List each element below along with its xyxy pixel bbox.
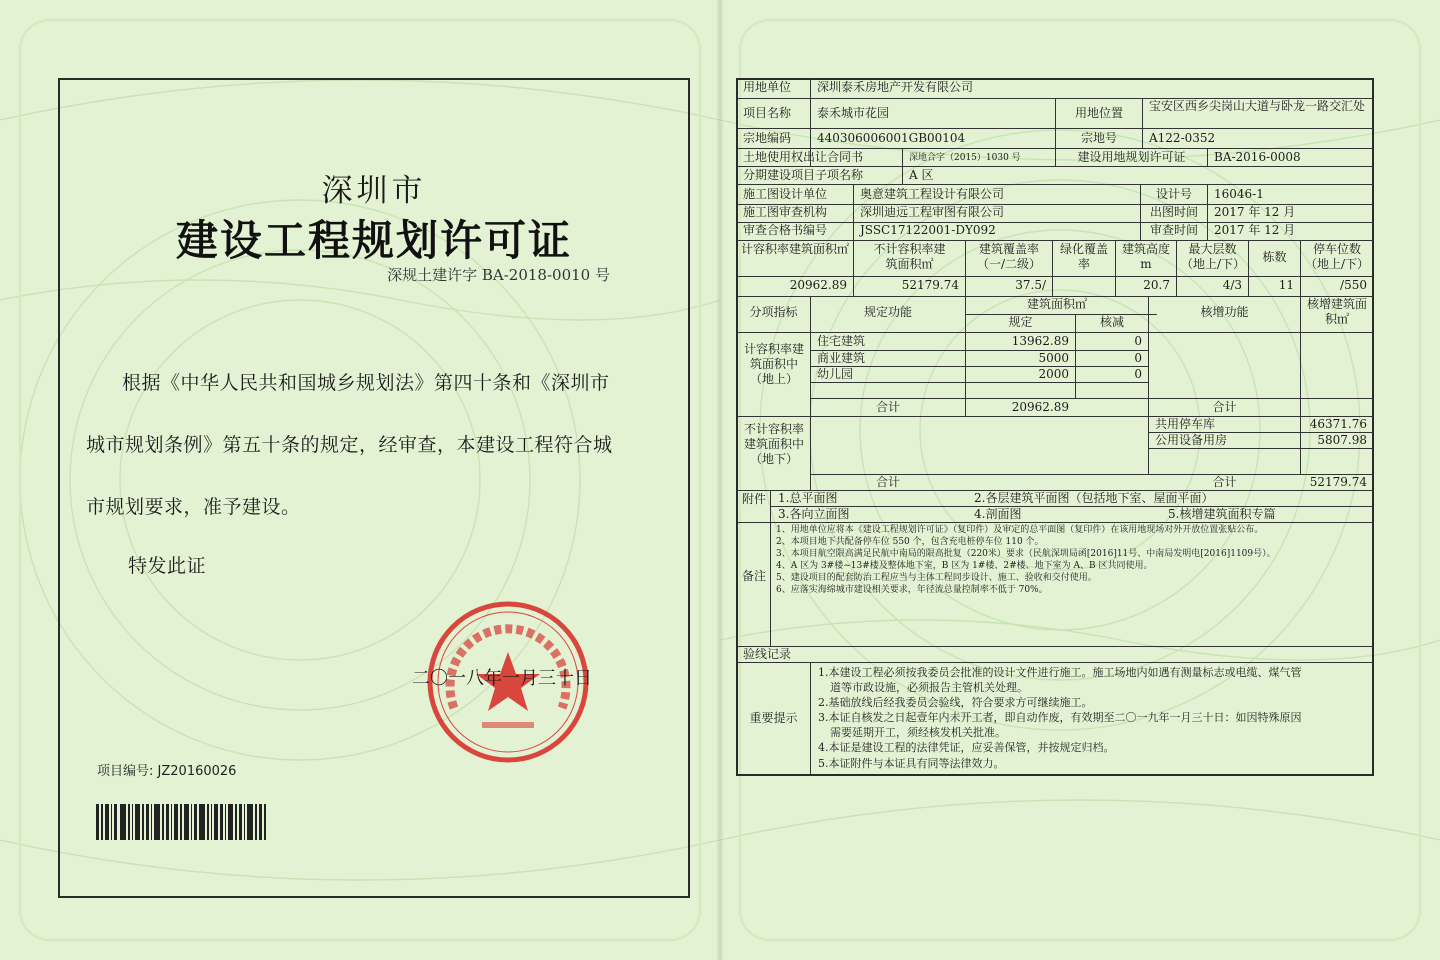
value-parcel-no: A122-0352 <box>1149 131 1216 145</box>
value-floors: 4/3 <box>1222 278 1242 292</box>
value-coverage: 37.5/ <box>1015 278 1046 292</box>
header-regulated: 规定 <box>1008 315 1033 329</box>
value-location: 宝安区西乡尖岗山大道与卧龙一路交汇处 <box>1149 99 1366 113</box>
nfar-row-1-function: 共用停车库 <box>1155 417 1216 431</box>
value-parking: /550 <box>1340 278 1367 292</box>
label-important-notice: 重要提示 <box>749 711 798 725</box>
label-attachments: 附件 <box>741 492 766 506</box>
label-land-unit: 用地单位 <box>743 80 792 94</box>
far-row-1-regulated: 13962.89 <box>1011 334 1069 348</box>
far-row-1-function: 住宅建筑 <box>817 334 866 348</box>
body-text-line-1: 根据《中华人民共和国城乡规划法》第四十条和《深圳市 <box>122 372 610 394</box>
table-rule <box>810 382 1148 383</box>
label-project-name: 项目名称 <box>743 106 792 120</box>
value-parcel-code: 440306006001GB00104 <box>817 131 966 145</box>
far-row-3-regulated: 2000 <box>1038 367 1069 381</box>
value-design-no: 16046-1 <box>1214 187 1264 201</box>
important-line-7: 5.本证附件与本证具有同等法律效力。 <box>818 757 1005 770</box>
value-subproject: A 区 <box>909 168 934 182</box>
header-sub-item: 分项指标 <box>749 305 798 319</box>
header-area: 建筑面积㎡ <box>1026 297 1087 311</box>
header-function: 规定功能 <box>863 305 912 319</box>
attachment-1: 1.总平面图 <box>778 491 838 505</box>
remark-3: 3、本项目航空限高满足民航中南局的限高批复（220米）要求（民航深圳局函[2016]11号、中南局发明电[2016]1109号）。 <box>776 549 1276 559</box>
important-line-2: 道等市政设施，必须报告主管机关处理。 <box>830 681 1028 694</box>
far-total-value: 20962.89 <box>1011 400 1069 414</box>
permit-number: 深规土建许字 BA-2018-0010 号 <box>387 266 610 284</box>
nfar-total-value: 52179.74 <box>1309 475 1367 489</box>
header-parking: 停车位数（地上/下） <box>1305 242 1370 271</box>
value-review-cert: JSSC17122001-DY092 <box>860 223 996 237</box>
header-reduction: 核减 <box>1099 315 1124 329</box>
header-nfar-area: 不计容积率建筑面积㎡ <box>873 242 946 271</box>
label-land-permit: 建设用地规划许可证 <box>1077 150 1186 164</box>
label-contract: 土地使用权出让合同书 <box>743 150 864 164</box>
project-number <box>97 760 236 779</box>
header-verify-function: 核增功能 <box>1200 305 1249 319</box>
table-rule <box>810 296 811 490</box>
table-rule <box>737 184 1373 185</box>
header-floors: 最大层数（地上/下） <box>1181 242 1246 271</box>
far-row-3-function: 幼儿园 <box>817 367 854 381</box>
nfar-total-label-right: 合计 <box>1212 475 1237 489</box>
value-issue-time: 2017 年 12 月 <box>1214 205 1296 219</box>
project-number-label: 项目编号: <box>97 764 154 779</box>
value-far-area: 20962.89 <box>789 278 847 292</box>
table-rule <box>770 490 771 646</box>
remark-5: 5、建设项目的配套防治工程应当与主体工程同步设计、施工、验收和交付使用。 <box>776 573 1097 583</box>
table-rule <box>737 662 1373 663</box>
label-nfar-group: 不计容积率建筑面积中（地下） <box>744 422 804 466</box>
value-height: 20.7 <box>1143 278 1170 292</box>
remark-4: 4、A 区为 3#楼~13#楼及整体地下室，B 区为 1#楼、2#楼、地下室为 A、B 区共同使用。 <box>776 561 1153 571</box>
value-land-unit: 深圳泰禾房地产开发有限公司 <box>817 80 974 94</box>
nfar-row-1-area: 46371.76 <box>1309 417 1367 431</box>
label-location: 用地位置 <box>1074 106 1123 120</box>
far-row-2-function: 商业建筑 <box>817 351 866 365</box>
header-green: 绿化覆盖率 <box>1059 242 1108 271</box>
label-design-unit: 施工图设计单位 <box>743 187 828 201</box>
table-rule <box>737 166 1373 167</box>
certificate-title: 建设工程规划许可证 <box>175 216 572 265</box>
table-rule <box>810 398 1373 399</box>
value-design-unit: 奥意建筑工程设计有限公司 <box>860 187 1005 201</box>
label-review-time: 审查时间 <box>1149 223 1198 237</box>
label-far-group: 计容积率建筑面积中（地上） <box>743 342 804 386</box>
table-rule <box>810 662 811 776</box>
far-total-label: 合计 <box>875 400 900 414</box>
remark-2: 2、本项目地下共配备停车位 550 个，包含充电桩停车位 110 个。 <box>776 537 1044 547</box>
label-review-org: 施工图审查机构 <box>743 205 828 219</box>
value-land-permit: BA-2016-0008 <box>1214 150 1301 164</box>
important-line-4: 3.本证自核发之日起壹年内未开工者，即自动作废，有效期至二〇一九年一月三十日：如因特殊原因 <box>818 711 1302 724</box>
header-height: 建筑高度 m <box>1122 242 1171 271</box>
attachment-3: 3.各向立面图 <box>778 507 850 521</box>
certify-text: 特发此证 <box>128 555 207 577</box>
value-nfar-area: 52179.74 <box>901 278 959 292</box>
verify-total-label: 合计 <box>1212 400 1237 414</box>
header-blocks: 栋数 <box>1262 250 1287 264</box>
table-rule <box>737 332 1373 333</box>
header-far-area: 计容积率建筑面积㎡ <box>740 242 849 256</box>
header-verify-area: 核增建筑面积㎡ <box>1306 297 1367 326</box>
label-review-cert: 审查合格书编号 <box>743 223 828 237</box>
important-line-6: 4.本证是建设工程的法律凭证，应妥善保管，并按规定归档。 <box>818 741 1115 754</box>
value-review-org: 深圳迪远工程审图有限公司 <box>860 205 1005 219</box>
important-line-5: 需要延期开工，须经核发机关批准。 <box>830 726 1006 739</box>
important-line-1: 1.本建设工程必须按我委员会批准的设计文件进行施工。施工场地内如遇有测量标志或电缆、煤气管 <box>818 666 1302 679</box>
nfar-row-2-function: 公用设备用房 <box>1155 433 1228 447</box>
table-rule <box>737 522 1373 523</box>
remark-6: 6、应落实海绵城市建设相关要求，年径流总量控制率不低于 70%。 <box>776 585 1048 595</box>
label-parcel-no: 宗地号 <box>1080 131 1117 145</box>
city-name: 深圳市 <box>321 173 427 209</box>
body-text-line-2: 城市规划条例》第五十条的规定，经审查，本建设工程符合城 <box>86 434 613 456</box>
important-line-3: 2.基础放线后经我委员会验线，符合要求方可继续施工。 <box>818 696 1093 709</box>
remark-1: 1、用地单位应将本《建设工程规划许可证》（复印件）及审定的总平面图（复印件）在该用地现场对外开放位置张贴公布。 <box>776 525 1264 535</box>
attachment-2: 2.各层建筑平面图（包括地下室、屋面平面） <box>974 491 1214 505</box>
table-rule <box>737 276 1373 277</box>
issue-date: 二〇一八年一月三十日 <box>412 668 592 689</box>
barcode <box>96 804 266 840</box>
label-subproject: 分期建设项目子项名称 <box>743 168 864 182</box>
table-rule <box>1148 448 1373 449</box>
attachment-5: 5.核增建筑面积专篇 <box>1168 507 1276 521</box>
table-rule <box>737 240 1373 241</box>
value-contract: 深地合字（2015）1030 号 <box>909 153 1021 163</box>
label-acceptance-record: 验线记录 <box>743 647 792 661</box>
label-issue-time: 出图时间 <box>1149 205 1198 219</box>
value-project-name: 泰禾城市花园 <box>817 106 890 120</box>
far-row-3-reduction: 0 <box>1134 367 1142 381</box>
far-row-2-reduction: 0 <box>1134 351 1142 365</box>
label-design-no: 设计号 <box>1155 187 1192 201</box>
label-remarks: 备注 <box>741 569 766 583</box>
page-fold <box>716 0 724 960</box>
value-blocks: 11 <box>1278 278 1294 292</box>
value-green <box>1053 278 1115 295</box>
nfar-total-label: 合计 <box>875 475 900 489</box>
far-row-2-regulated: 5000 <box>1038 351 1069 365</box>
project-number-value: JZ20160026 <box>157 764 237 779</box>
label-parcel-code: 宗地编码 <box>743 131 792 145</box>
body-text-line-3: 市规划要求，准予建设。 <box>86 496 301 518</box>
value-review-time: 2017 年 12 月 <box>1214 223 1296 237</box>
header-coverage: 建筑覆盖率（一/二级） <box>976 242 1042 271</box>
attachment-4: 4.剖面图 <box>974 507 1022 521</box>
far-row-1-reduction: 0 <box>1134 334 1142 348</box>
nfar-row-2-area: 5807.98 <box>1317 433 1367 447</box>
